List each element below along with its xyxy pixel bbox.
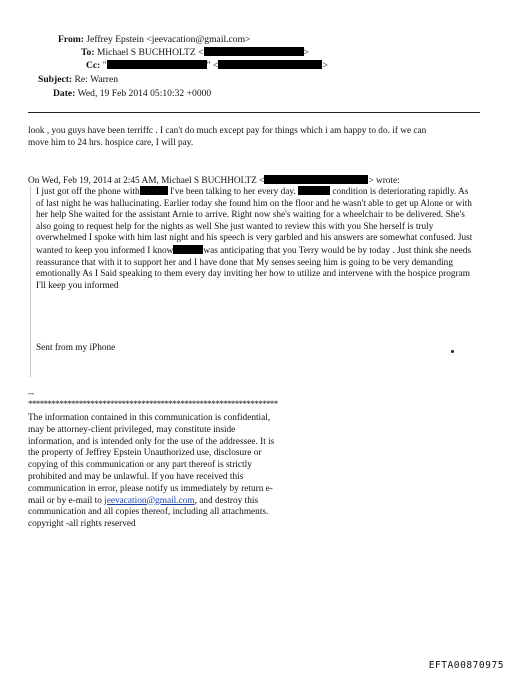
to-label: To:	[81, 47, 95, 58]
quoted-text-2: I've been talking to her every day.	[167, 187, 299, 197]
cc-line	[86, 60, 328, 72]
quoted-text-4: was anticipating that you Terry would be by today . Just think she needs reassurance that with it to support her and I have done that My senses seeing him is going to be very demanding emotionally As I Said speaking to them every day inviting her how to utilize and intervene with the hospice program I'll keep you informed	[36, 245, 472, 291]
from-value: Jeffrey Epstein <jeevacation@gmail.com>	[86, 34, 251, 45]
quoted-text-1: I just got off the phone with	[36, 187, 140, 197]
from-line	[58, 34, 250, 46]
bates-number: EFTA00870975	[428, 660, 504, 671]
redaction-box	[298, 186, 330, 195]
cc-value: "	[102, 60, 107, 71]
quoted-intro-start: On Wed, Feb 19, 2014 at 2:45 AM, Michael S BUCHHOLTZ <	[28, 176, 265, 186]
subject-line	[38, 74, 118, 86]
to-line	[81, 47, 309, 59]
cc-end: >	[322, 60, 328, 71]
cc-label: Cc:	[86, 60, 101, 71]
from-label: From:	[58, 34, 84, 45]
disclaimer-email-link[interactable]: jeevacation@gmail.com	[104, 495, 195, 506]
date-label: Date:	[53, 88, 76, 99]
disclaimer-text-b: , and destroy this communication and all copies thereof, including all attachments. copyright -all rights reserved	[28, 495, 269, 530]
separator-stars: ****************************************************************	[28, 399, 278, 409]
redaction-box	[173, 245, 203, 254]
quoted-message	[30, 186, 474, 377]
subject-label: Subject:	[38, 74, 73, 85]
signature-dash: --	[28, 388, 34, 398]
redaction-box	[204, 47, 304, 56]
to-end: >	[303, 47, 309, 58]
signature: Sent from my iPhone	[36, 343, 116, 353]
redaction-box	[264, 175, 368, 184]
header-divider	[28, 112, 480, 113]
subject-value: Re: Warren	[74, 74, 119, 85]
disclaimer-text-a: The information contained in this communication is confidential, may be attorney-client privileged, may constitute inside information, and is intended only for the use of the addressee. It is the property of Jeffrey Epstein Unauthorized use, disclosure or copying of this communication or any part thereof is strictly prohibited and may be unlawful. If you have received this communication in error, please notify us immediately by return e-mail or by e-mail to	[28, 413, 275, 506]
stray-mark	[451, 350, 454, 353]
quoted-text-3: condition is deteriorating rapidly. As of last night he was hallucinating. Earlier today she found him on the floor and he wasn't able to get up Alone or with her help She waited for the assistant Arnie to arrive. Right now she's waiting for a wheelchair to be delivered. She's also going to request help for the nights as well She just wanted to review this with you She herself is truly overwhelmed I spoke with him last night and his speech is very garbled and his answers are somewhat confused. Just wanted to keep you informed I know	[36, 187, 473, 256]
disclaimer	[28, 413, 278, 531]
to-value: Michael S BUCHHOLTZ <	[96, 47, 204, 58]
reply-body	[28, 126, 498, 150]
redaction-box	[140, 186, 168, 195]
quoted-intro-end: > wrote:	[368, 176, 400, 186]
redaction-box	[107, 60, 207, 69]
cc-mid: " <	[206, 60, 219, 71]
reply-line-2: move him to 24 hrs. hospice care, I will pay.	[28, 137, 194, 148]
date-value: Wed, 19 Feb 2014 05:10:32 +0000	[77, 88, 212, 99]
date-line	[53, 88, 211, 100]
reply-line-1: look , you guys have been terriffc . I can't do much except pay for things which i am happy to do. if we can	[28, 126, 427, 136]
redaction-box	[218, 60, 322, 69]
